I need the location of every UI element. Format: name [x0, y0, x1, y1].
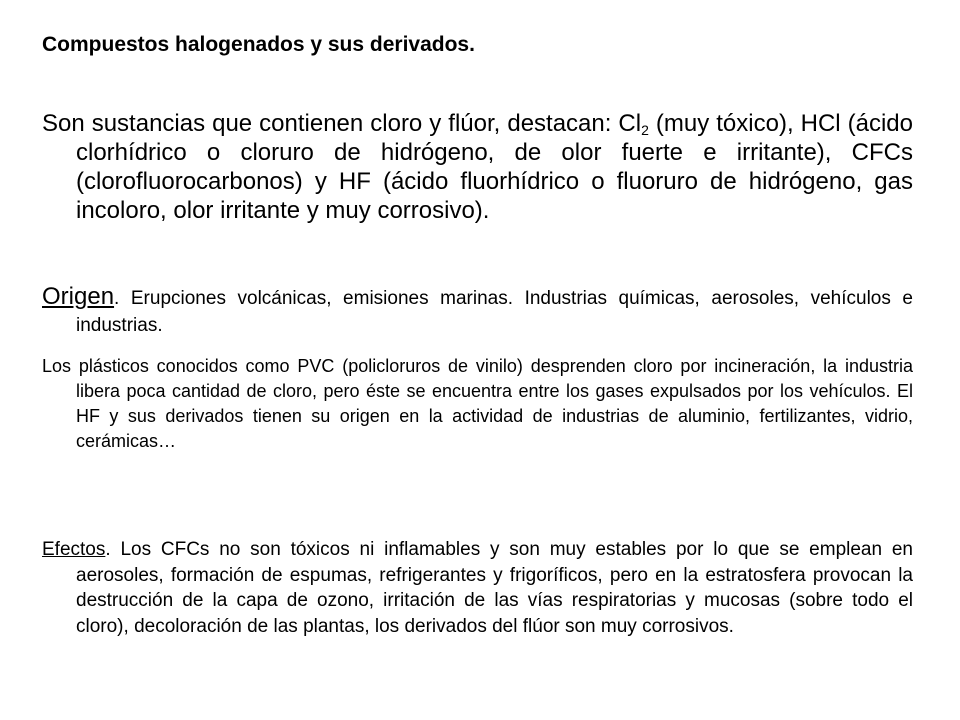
efectos-heading: Efectos	[42, 539, 106, 560]
origen-heading: Origen	[42, 283, 115, 310]
slide-title: Compuestos halogenados y sus derivados.	[42, 33, 475, 56]
origen-text: . Erupciones volcánicas, emisiones marinas. Industrias químicas, aerosoles, vehículos e industrias.	[76, 288, 913, 336]
plasticos-paragraph: Los plásticos conocidos como PVC (policloruros de vinilo) desprenden cloro por incineración, la industria libera poca cantidad de cloro, pero éste se encuentra entre los gases expulsados por los vehículos. El HF y sus derivados tienen su origen en la actividad de industrias de aluminio, fertilizantes, vidrio, cerámicas…	[42, 356, 913, 451]
efectos-paragraph	[42, 537, 913, 639]
intro-text-end: (muy tóxico), HCl (ácido clorhídrico o cloruro de hidrógeno, de olor fuerte e irritante), CFCs (clorofluorocarbonos) y HF (ácido fluorhídrico o fluoruro de hidrógeno, gas incoloro, olor irritante y muy corrosivo).	[76, 110, 913, 224]
chlorine-subscript: 2	[641, 122, 649, 138]
intro-paragraph	[42, 109, 913, 225]
intro-text-start: Son sustancias que contienen cloro y flúor, destacan: Cl	[42, 110, 642, 137]
efectos-text: . Los CFCs no son tóxicos ni inflamables y son muy estables por lo que se emplean en aerosoles, formación de espumas, refrigerantes y frigoríficos, pero en la estratosfera provocan la destrucción de la capa de ozono, irritación de las vías respiratorias y mucosas (sobre todo el cloro), decoloración de las plantas, los derivados del flúor son muy corrosivos.	[76, 539, 913, 637]
origen-paragraph	[42, 283, 913, 339]
